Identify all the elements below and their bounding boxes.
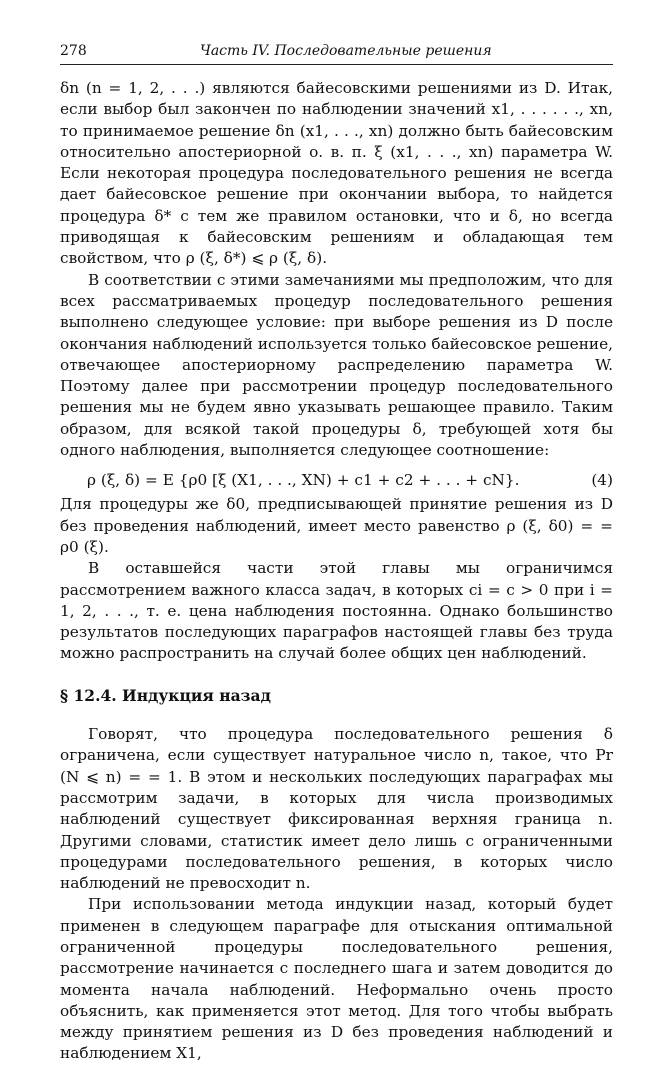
equation-4 [60, 464, 613, 494]
section-heading: § 12.4. Индукция назад [60, 685, 271, 705]
paragraph-6: При использовании метода индукции назад, который будет применен в следующем параграфе для отыскания оптимальной ограниченной процедуры последовательного решения, рассмотрение начинается с последнего шага и затем доводится до момента начала наблюдений. Неформально очень просто объяснить, как применяется этот метод. Для того чтобы выбрать между принятием решения из D без проведения наблюдений и наблюдением X1, [60, 895, 613, 1063]
paragraph-2: В соответствии с этими замечаниями мы предположим, что для всех рассматриваемых процедур последовательного решения выполнено следующее условие: при выборе решения из D после окончания наблюдений используется только байесовское решение, отвечающее апостериорному распределению параметра W. Поэтому далее при рассмотрении процедур последовательного решения мы не будем явно указывать решающее правило. Таким образом, для всякой такой процедуры δ, требующей хотя бы одного наблюдения, выполняется следующее соотношение: [60, 270, 613, 460]
equation-expression: ρ (ξ, δ) = E {ρ0 [ξ (X1, . . ., XN) + c1 + c2 + . . . + cN}. [87, 471, 520, 490]
page-body [60, 78, 613, 1065]
paragraph-1: δn (n = 1, 2, . . .) являются байесовскими решениями из D. Итак, если выбор был закончен по наблюдении значений x1, . . . . . ., xn, то принимаемое решение δn (x1, . . ., xn) должно быть байесовским относительно апостериорной о. в. п. ξ (x1, . . ., xn) параметра W. Если некоторая процедура последовательного решения не всегда дает байесовское решение при окончании выбора, то найдется процедура δ* с тем же правилом остановки, что и δ, но всегда приводящая к байесовским решениям и обладающая тем свойством, что ρ (ξ, δ*) ⩽ ρ (ξ, δ). [60, 79, 613, 268]
equation-number: (4) [591, 471, 613, 490]
paragraph-5: Говорят, что процедура последовательного решения δ ограничена, если существует натуральное число n, такое, что Pr (N ⩽ n) = = 1. В этом и нескольких последующих параграфах мы рассмотрим задачи, в которых для числа производимых наблюдений существует фиксированная верхняя граница n. Другими словами, статистик имеет дело лишь с ограниченными процедурами последовательного решения, в которых число наблюдений не превосходит n. [60, 725, 613, 893]
running-title: Часть IV. Последовательные решения [200, 43, 492, 59]
page-number: 278 [60, 43, 87, 59]
paragraph-4: В оставшейся части этой главы мы ограничимся рассмотрением важного класса задач, в которых ci = c > 0 при i = 1, 2, . . ., т. е. цена наблюдения постоянна. Однако большинство результатов последующих параграфов настоящей главы без труда можно распространить на случай более общих цен наблюдений. [60, 559, 613, 663]
running-header [60, 40, 613, 65]
paragraph-3: Для процедуры же δ0, предписывающей принятие решения из D без проведения наблюдений, имеет место равенство ρ (ξ, δ0) = = ρ0 (ξ). [60, 495, 613, 556]
